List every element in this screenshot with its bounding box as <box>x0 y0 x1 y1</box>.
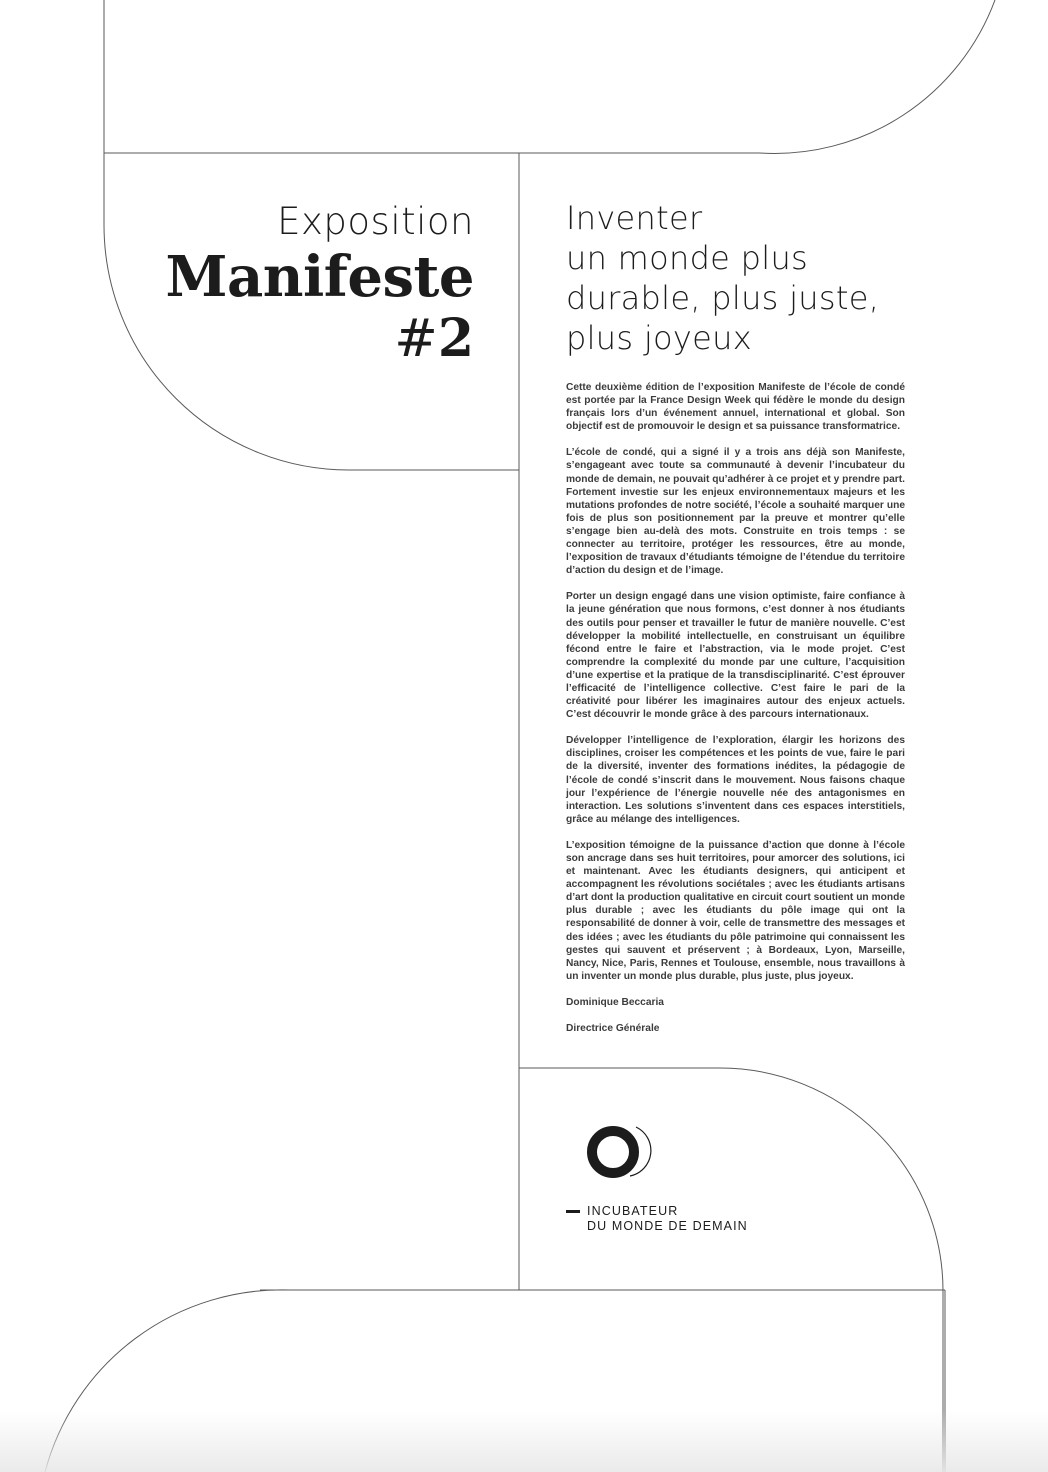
logo-tagline-line1: INCUBATEUR <box>587 1204 679 1218</box>
logo-tagline-line2: DU MONDE DE DEMAIN <box>587 1219 748 1233</box>
body-paragraph: L’école de condé, qui a signé il y a trois ans déjà son Manifeste, s’engageant avec toute sa communauté à devenir l’incubateur du monde de demain, ne pouvait qu’adhérer à ce projet et y prendre part. Fortement investie sur les enjeux environnementaux majeurs et les mutations profondes de notre société, l’école a souhaité marquer une fois de plus son positionnement par la preuve et montrer qu’elle s’engage bien au-delà des mots. Construite en trois temps : se connecter au territoire, protéger les ressources, être au monde, l’exposition de travaux d’étudiants témoigne de l’étendue du territoire d’action du design et de l’image. <box>566 447 905 577</box>
edition-number <box>394 308 474 369</box>
logo-dash <box>566 1210 580 1213</box>
conde-ring-logo-icon <box>586 1120 656 1186</box>
headline <box>566 198 946 358</box>
body-paragraph: L’exposition témoigne de la puissance d’action que donne à l’école son ancrage dans ses huit territoires, pour amorcer des solutions, ici et maintenant. Avec les étudiants designers, qui anticipent et accompagnent les révolutions sociétales ; avec les étudiants artisans d’art dont la production qualitative en circuit court soutient un monde plus durable ; avec les étudiants du pôle image qui ont la responsabilité de donner à voir, celle de transmettre des messages et des idées ; avec les étudiants du pôle patrimoine qui connaissent les gestes qui sauvent et préservent ; à Bordeaux, Lyon, Marseille, Nancy, Nice, Paris, Rennes et Toulouse, ensemble, nous travaillons à un inventer un monde plus durable, plus juste, plus joyeux. <box>566 839 905 982</box>
hash-symbol: # <box>394 309 438 369</box>
bottom-shadow <box>0 1410 1048 1472</box>
body-paragraph: Développer l’intelligence de l’exploration, élargir les horizons des disciplines, croiser les compétences et les points de vue, faire le pari de la diversité, inventer des formations inédites, la pédagogie de l’école de condé s’inscrit dans le mouvement. Nous faisons chaque jour l’expérience de l’énergie nouvelle née des antagonismes en interaction. Les solutions s’inventent dans ces espaces interstitiels, grâce au mélange des intelligences. <box>566 735 905 825</box>
headline-line: un monde plus <box>566 239 808 277</box>
signature-name: Dominique Beccaria <box>566 996 664 1008</box>
body-text <box>566 381 905 1048</box>
signature-role: Directrice Générale <box>566 1023 660 1035</box>
manifeste-title: Manifeste <box>165 244 474 310</box>
headline-line: Inventer <box>566 199 703 237</box>
edition-digit: 2 <box>437 308 474 369</box>
body-paragraph: Cette deuxième édition de l’exposition Manifeste de l’école de condé est portée par la France Design Week qui fédère le monde du design français lors d’un événement annuel, international et global. Son objectif est de promouvoir le design et sa puissance transformatrice. <box>566 382 905 433</box>
exposition-title: Exposition <box>277 200 474 243</box>
headline-line: durable, plus juste, <box>566 279 880 317</box>
headline-line: plus joyeux <box>566 319 752 357</box>
top-arc-line <box>104 0 995 153</box>
body-paragraph: Porter un design engagé dans une vision optimiste, faire confiance à la jeune génération que nous formons, c’est donner à nos étudiants des outils pour penser et travailler le futur de manière nouvelle. C’est développer la mobilité intellectuelle, en construisant un équilibre fécond entre le faire et l’abstraction, via le mode projet. C’est comprendre la complexité du monde par une culture, l’acquisition d’une expertise et la pratique de la transdisciplinarité. C’est éprouver l’efficacité de l’intelligence collective. C’est faire le pari de la créativité pour libérer les imaginaires autour des enjeux actuels. C’est découvrir le monde grâce à des parcours internationaux. <box>566 591 905 721</box>
conde-logo <box>566 1120 786 1240</box>
